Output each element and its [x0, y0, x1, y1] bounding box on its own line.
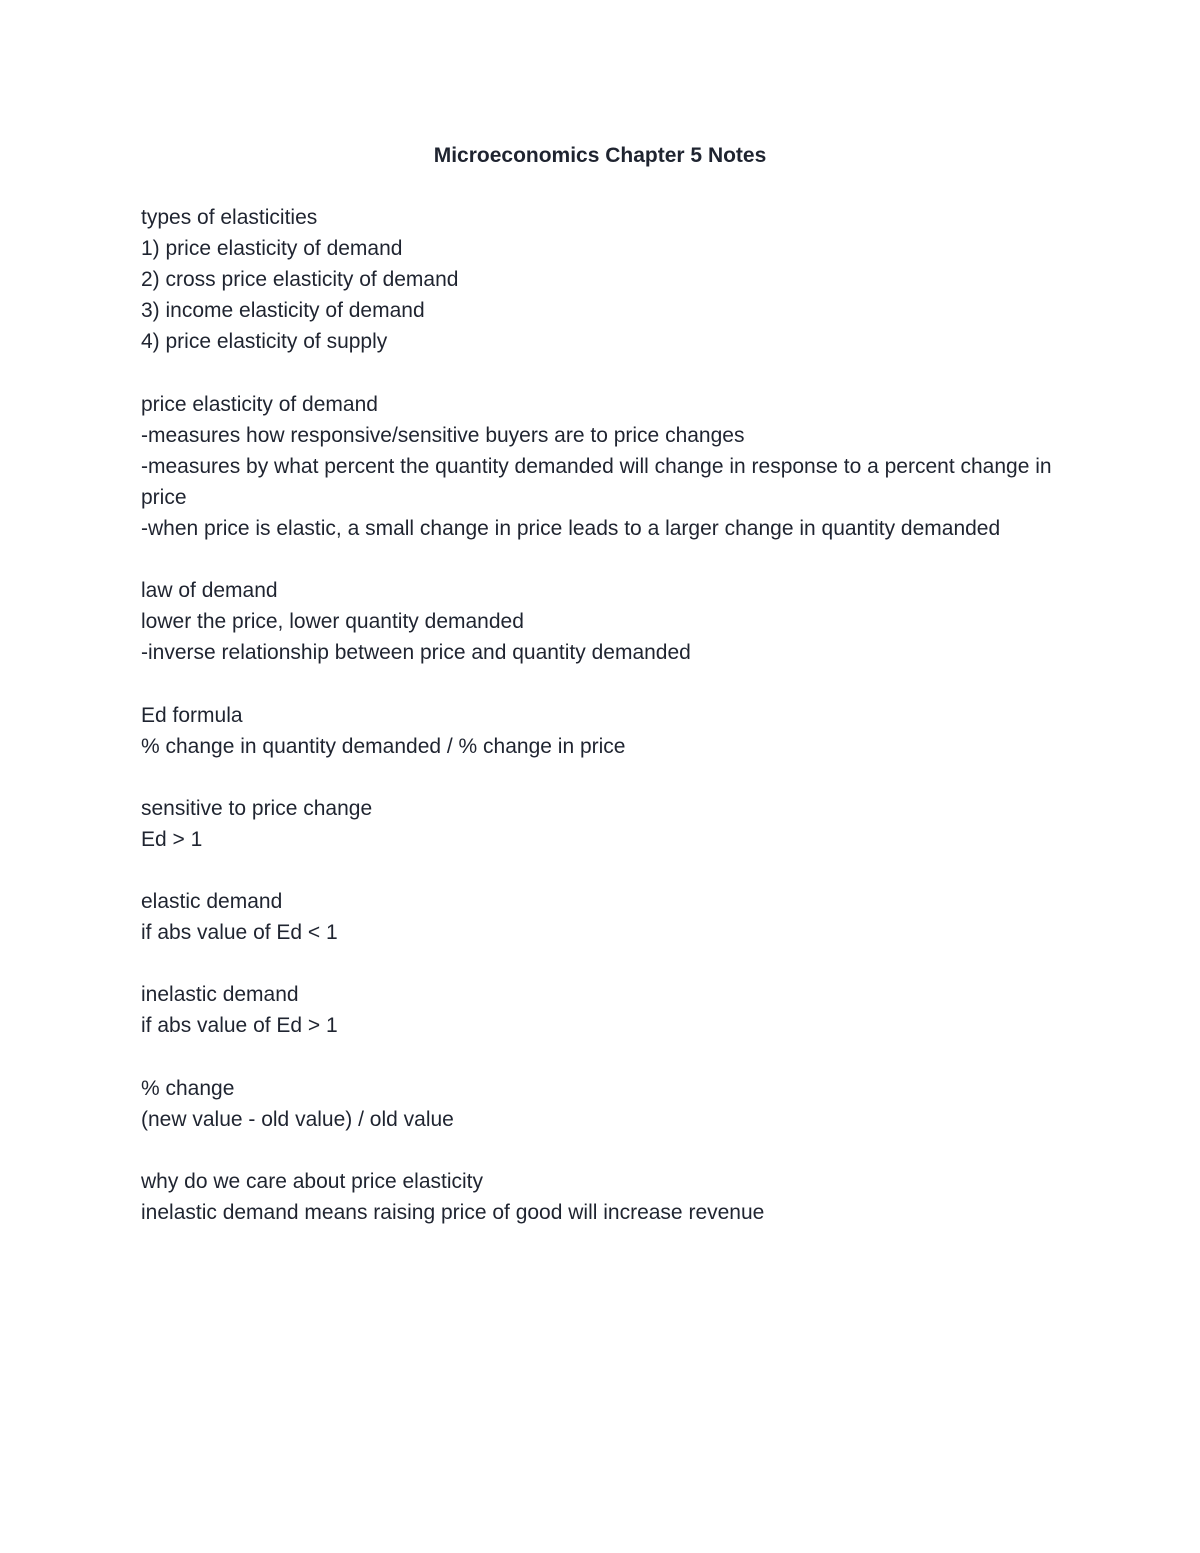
section-heading: sensitive to price change: [141, 796, 373, 820]
section-why-care: [141, 1166, 1071, 1228]
section-heading: elastic demand: [141, 890, 283, 914]
section-law-of-demand: [141, 575, 1071, 668]
note-line: inelastic demand means raising price of good will increase revenue: [141, 1201, 765, 1224]
section-types-of-elasticities: [141, 202, 1071, 357]
note-line: % change in quantity demanded / % change in price: [141, 734, 626, 758]
note-line: -measures by what percent the quantity demanded will change in response to a percent change in price: [141, 454, 1052, 509]
section-price-elasticity-of-demand: [141, 389, 1071, 544]
list-item: 3) income elasticity of demand: [141, 299, 425, 323]
note-line: (new value - old value) / old value: [141, 1107, 454, 1131]
note-line: if abs value of Ed < 1: [141, 921, 338, 945]
section-ed-formula: [141, 700, 1071, 762]
section-heading: inelastic demand: [141, 983, 299, 1007]
document-title: Microeconomics Chapter 5 Notes: [433, 144, 767, 167]
section-heading: price elasticity of demand: [141, 392, 378, 416]
list-item: 2) cross price elasticity of demand: [141, 268, 459, 292]
section-elastic-demand: [141, 886, 1071, 948]
list-item: 4) price elasticity of supply: [141, 330, 388, 354]
section-sensitive-to-price-change: [141, 793, 1071, 855]
note-line: if abs value of Ed > 1: [141, 1014, 338, 1038]
list-item: 1) price elasticity of demand: [141, 237, 403, 261]
section-percent-change: [141, 1073, 1071, 1135]
note-line: -measures how responsive/sensitive buyers are to price changes: [141, 423, 745, 447]
note-line: -inverse relationship between price and quantity demanded: [141, 641, 691, 665]
note-line: -when price is elastic, a small change in price leads to a larger change in quantity demanded: [141, 516, 1001, 540]
document-body: [141, 202, 1071, 1259]
section-inelastic-demand: [141, 979, 1071, 1041]
note-line: Ed > 1: [141, 827, 203, 851]
section-heading: why do we care about price elasticity: [141, 1169, 483, 1193]
section-heading: % change: [141, 1076, 235, 1100]
section-heading: law of demand: [141, 579, 278, 603]
section-heading: types of elasticities: [141, 206, 318, 229]
section-heading: Ed formula: [141, 703, 243, 727]
note-line: lower the price, lower quantity demanded: [141, 610, 524, 634]
